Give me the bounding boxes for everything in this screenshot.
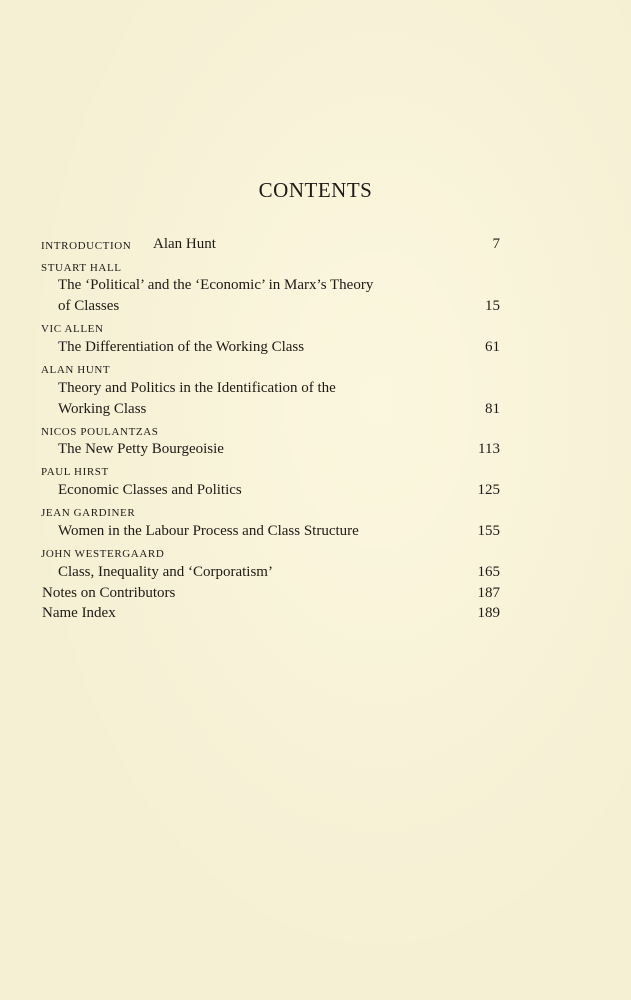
page-title: CONTENTS bbox=[258, 178, 373, 202]
introduction-label: INTRODUCTION bbox=[41, 240, 132, 252]
back-matter-page-number: 189 bbox=[477, 605, 500, 621]
back-matter-title: Name Index bbox=[42, 605, 116, 621]
entry-page-number: 61 bbox=[485, 339, 500, 355]
entry-page-number: 15 bbox=[485, 298, 500, 314]
entry-author: PAUL HIRST bbox=[41, 466, 109, 478]
entry-title-line: Theory and Politics in the Identification of the bbox=[58, 380, 336, 396]
back-matter-page-number: 187 bbox=[477, 585, 500, 601]
introduction-author: Alan Hunt bbox=[153, 236, 216, 252]
entry-title-line: The ‘Political’ and the ‘Economic’ in Marx’s Theory bbox=[58, 277, 374, 293]
entry-author: VIC ALLEN bbox=[41, 323, 104, 335]
back-matter-title: Notes on Contributors bbox=[42, 585, 176, 601]
entry-author: NICOS POULANTZAS bbox=[41, 426, 159, 438]
entry-author: ALAN HUNT bbox=[41, 364, 111, 376]
entry-page-number: 81 bbox=[485, 401, 500, 417]
entry-title-line: The Differentiation of the Working Class bbox=[58, 339, 305, 355]
entry-author: STUART HALL bbox=[41, 262, 122, 274]
entry-page-number: 113 bbox=[478, 441, 500, 457]
entry-title-line: of Classes bbox=[58, 298, 120, 314]
entry-page-number: 125 bbox=[477, 482, 500, 498]
entry-author: JEAN GARDINER bbox=[41, 507, 136, 519]
entry-title-line: Women in the Labour Process and Class Structure bbox=[58, 523, 359, 539]
introduction-page-number: 7 bbox=[492, 236, 500, 252]
entry-page-number: 155 bbox=[477, 523, 500, 539]
entry-title-line: Economic Classes and Politics bbox=[58, 482, 242, 498]
entry-title-line: Class, Inequality and ‘Corporatism’ bbox=[58, 564, 273, 580]
entry-title-line: Working Class bbox=[58, 401, 147, 417]
entry-author: JOHN WESTERGAARD bbox=[41, 548, 165, 560]
entry-title-line: The New Petty Bourgeoisie bbox=[58, 441, 224, 457]
entry-page-number: 165 bbox=[477, 564, 500, 580]
